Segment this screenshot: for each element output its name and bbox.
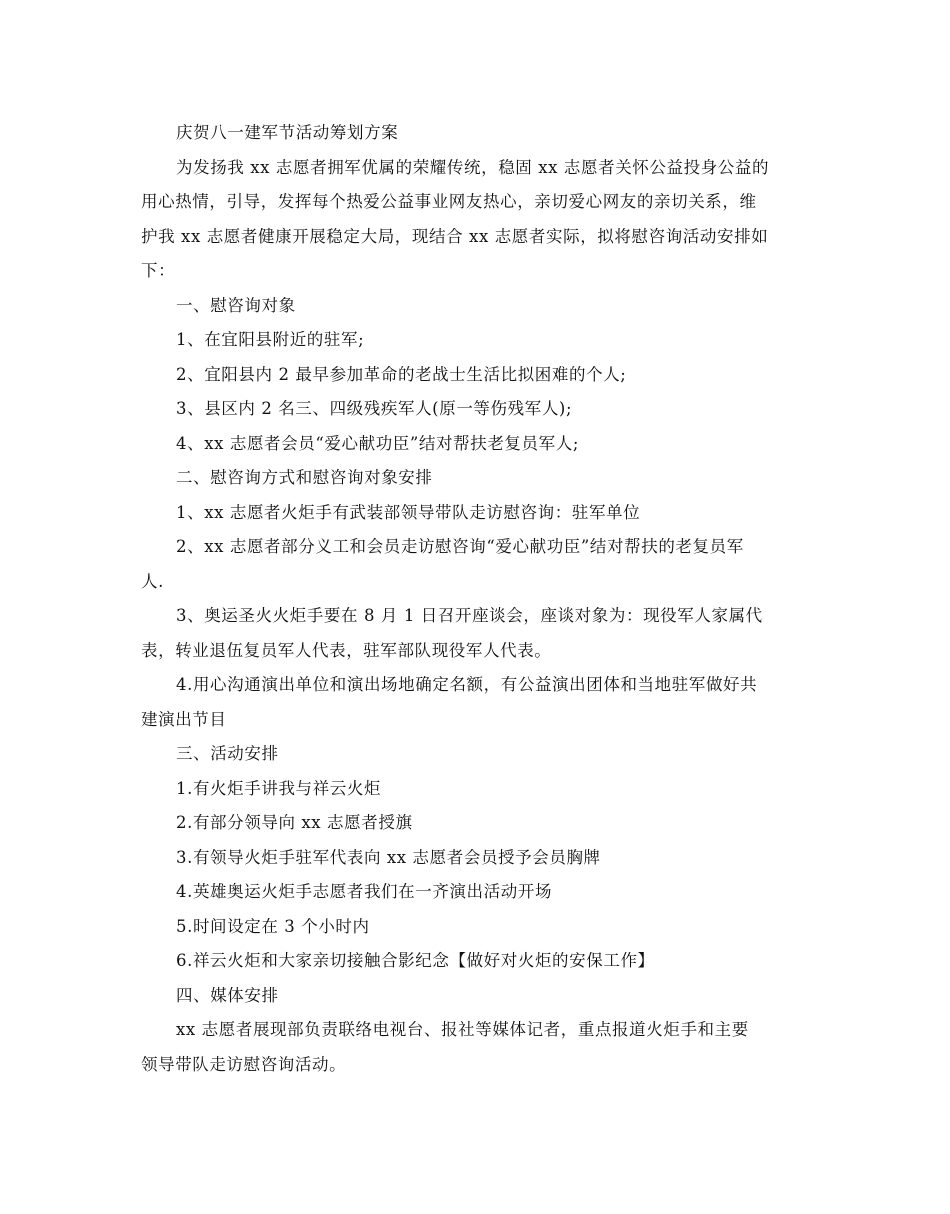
paragraph-line: 为发扬我 xx 志愿者拥军优属的荣耀传统，稳固 xx 志愿者关怀公益投身公益的	[176, 157, 770, 177]
list-item: 3、县区内 2 名三、四级残疾军人(原一等伤残军人);	[176, 399, 573, 418]
document-title: 庆贺八一建军节活动筹划方案	[176, 123, 399, 142]
list-item: 4.用心沟通演出单位和演出场地确定名额，有公益演出团体和当地驻军做好共	[176, 675, 758, 694]
list-item: 4、xx 志愿者会员“爱心献功臣”结对帮扶老复员军人;	[176, 433, 579, 453]
paragraph-line: xx 志愿者展现部负责联络电视台、报社等媒体记者，重点报道火炬手和主要	[176, 1020, 749, 1039]
list-item: 2、宜阳县内 2 最早参加革命的老战士生活比拟困难的个人;	[176, 364, 627, 384]
list-item: 1.有火炬手讲我与祥云火炬	[176, 778, 382, 798]
paragraph-line: 领导带队走访慰咨询活动。	[141, 1054, 347, 1074]
list-item: 5.时间设定在 3 个小时内	[176, 916, 370, 936]
list-item: 3、奥运圣火火炬手要在 8 月 1 日召开座谈会，座谈对象为：现役军人家属代	[176, 606, 763, 625]
section-heading: 四、媒体安排	[176, 985, 279, 1005]
section-heading: 一、慰咨询对象	[176, 295, 296, 315]
list-item: 3.有领导火炬手驻军代表向 xx 志愿者会员授予会员胸牌	[176, 847, 601, 867]
list-item-continuation: 人.	[141, 571, 164, 591]
paragraph-line: 下：	[141, 261, 176, 280]
section-heading: 三、活动安排	[176, 744, 279, 763]
list-item: 2、xx 志愿者部分义工和会员走访慰咨询“爱心献功臣”结对帮扶的老复员军	[176, 537, 744, 556]
section-heading: 二、慰咨询方式和慰咨询对象安排	[176, 468, 433, 487]
document-body	[141, 116, 813, 1082]
paragraph-line: 用心热情，引导，发挥每个热爱公益事业网友热心，亲切爱心网友的亲切关系，维	[141, 192, 757, 211]
list-item-continuation: 建演出节目	[141, 709, 227, 729]
list-item: 1、在宜阳县附近的驻军;	[176, 330, 365, 349]
list-item: 1、xx 志愿者火炬手有武装部领导带队走访慰咨询：驻军单位	[176, 502, 641, 522]
list-item: 2.有部分领导向 xx 志愿者授旗	[176, 813, 413, 832]
list-item-continuation: 表，转业退伍复员军人代表，驻军部队现役军人代表。	[141, 640, 552, 660]
list-item: 6.祥云火炬和大家亲切接触合影纪念【做好对火炬的安保工作】	[176, 951, 655, 970]
list-item: 4.英雄奥运火炬手志愿者我们在一齐演出活动开场	[176, 882, 553, 901]
paragraph-line: 护我 xx 志愿者健康开展稳定大局，现结合 xx 志愿者实际，拟将慰咨询活动安排如	[141, 226, 769, 246]
